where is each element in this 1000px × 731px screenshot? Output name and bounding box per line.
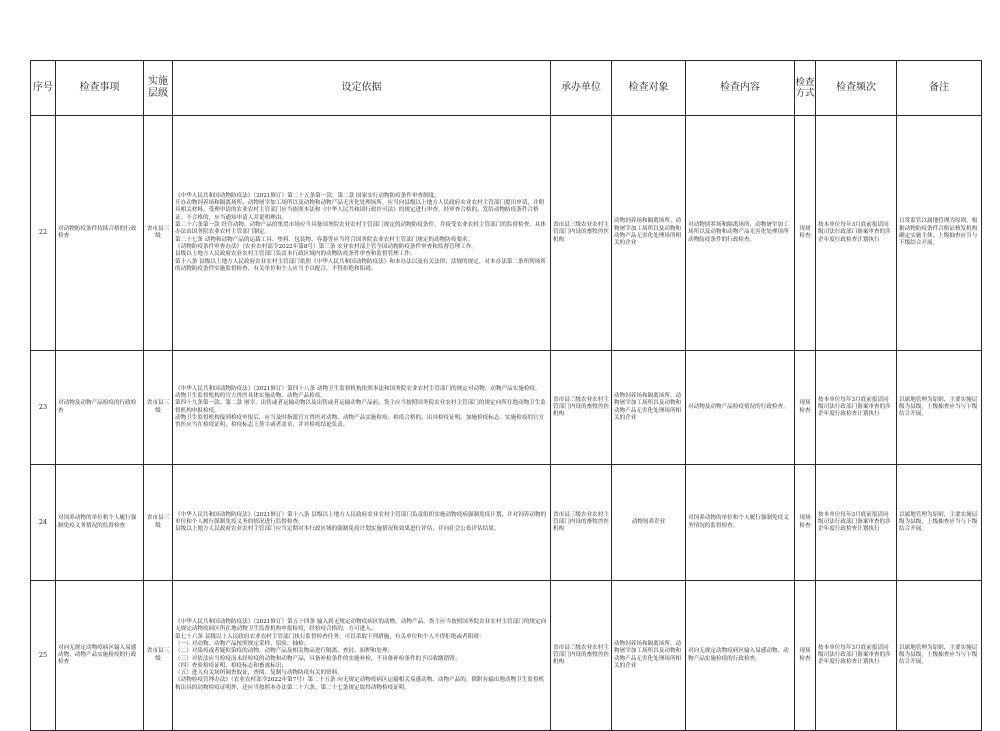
basis-line: （三）对依法应当检疫而未经检疫的动物和动物产品，具备补检条件的实施补检，不具备补检条件的予以收缴销毁； xyxy=(175,655,461,662)
table-row xyxy=(31,581,982,731)
row-seq: 23 xyxy=(31,351,56,465)
row-object: 动物饲养场和隔离场所、动物屠宰加工场所以及动物和动物产品无害化处理场所相关的企业 xyxy=(612,351,686,465)
row-remarks: 以属地管理为原则，主要实施层级为县级，上级抽查应当与下级结合开展。 xyxy=(897,351,982,465)
header-row xyxy=(31,61,982,116)
header-item: 检查事项 xyxy=(56,61,144,116)
header-level: 实施层级 xyxy=(144,61,173,116)
row-basis xyxy=(173,581,551,731)
row-content: 对饲养动物的单位和个人履行强制免疫义务情况的监督检查。 xyxy=(686,465,795,581)
basis-line: 第二十六条第一款 经营动物、动物产品的集贸市场应当具备国务院农业农村主管部门规定的动物防疫条件，并接受农业农村主管部门的监督检查。具体办法由国务院农业农村主管部门制定。 xyxy=(175,222,546,236)
header-object: 检查对象 xyxy=(612,61,686,116)
table-row xyxy=(31,465,982,581)
row-level: 省市县三级 xyxy=(144,465,173,581)
row-item: 对向无规定动物疫病区输入易感动物、动物产品实施检疫的行政检查 xyxy=(56,581,144,731)
header-method: 检查方式 xyxy=(795,61,816,116)
basis-line: （一）对动物、动物产品按照规定采样、留验、抽检； xyxy=(175,640,310,647)
row-remarks: 以属地管理为原则，主要实施层级为县级，上级抽查应当与下级结合开展。 xyxy=(897,581,982,731)
row-unit: 省市县三级农业农村主管部门内设的畜牧兽医机构 xyxy=(551,116,612,351)
basis-line: 《动物检疫管理办法》（农业农村部令2022年第7号）第二十五条 向无规定动物疫病区运输相关易感动物、动物产品的，除附有输出地动物卫生监督机构出具的动物检疫证明外，还应当按照本办法第二十六条、第二十七条规定取得动物检疫证明。 xyxy=(175,677,545,691)
header-content: 检查内容 xyxy=(686,61,795,116)
row-object: 动物饲养场和隔离场所、动物屠宰加工场所以及动物和动物产品无害化处理场所相关的企业 xyxy=(612,116,686,351)
row-method: 现场检查 xyxy=(795,351,816,465)
row-method: 现场检查 xyxy=(795,581,816,731)
basis-line: 动物卫生监督机构接到检疫申报后，应当及时指派官方兽医对动物、动物产品实施检疫；检疫合格的，出具检疫证明、加施检疫标志。实施检疫的官方兽医应当在检疫证明、检疫标志上签字或者盖章，并对检疫结论负责。 xyxy=(175,414,545,429)
header-basis: 设定依据 xyxy=(173,61,551,116)
row-content: 对动物饲养场和隔离场所、动物屠宰加工场所以及动物和动物产品无害化处理场所动物防疫条件的行政检查。 xyxy=(686,116,795,351)
row-unit: 省市县三级农业农村主管部门内设的畜牧兽医机构 xyxy=(551,351,612,465)
row-remarks: 以属地管理为原则，主要实施层级为县级，上级抽查应当与下级结合开展。 xyxy=(897,465,982,581)
row-object: 动物饲养企业 xyxy=(612,465,686,581)
row-item: 对动物及动物产品检疫的行政检查 xyxy=(56,351,144,465)
basis-line: 开办动物饲养场和隔离场所、动物屠宰加工场所以及动物和动物产品无害化处理场所，应当向县级以上地方人民政府农业农村主管部门提出申请，并附具相关材料。受理申请的农业农村主管部门应当依照本法和《中华人民共和国行政许可法》的规定进行审查。经审查合格的，发给动物防疫条件合格证；不合格的，应当通知申请人并说明理由。 xyxy=(175,200,545,221)
row-method: 现场检查 xyxy=(795,465,816,581)
basis-line: （四）查验检疫证明、检疫标志和畜禽标识； xyxy=(175,662,287,669)
row-method: 现场检查 xyxy=(795,116,816,351)
row-frequency: 按本单位每年3月底前报请同级司法行政部门备案审查的涉企年度行政检查计划执行 xyxy=(816,116,897,351)
row-basis xyxy=(173,465,551,581)
basis-line: 《中华人民共和国动物防疫法》（2021修订）第四十八条 动物卫生监督机构依照本法和国务院农业农村主管部门的规定对动物、动物产品实施检疫。 xyxy=(175,385,541,392)
row-seq: 22 xyxy=(31,116,56,351)
row-basis xyxy=(173,116,551,351)
inspection-table xyxy=(30,60,982,731)
row-remarks: 日常监管以属地管理为原则，根据动物防疫条件合格证核发机构确定实施主体，上级抽查应当与下级结合开展。 xyxy=(897,116,982,351)
row-level: 省市县三级 xyxy=(144,351,173,465)
table-row xyxy=(31,116,982,351)
header-remarks: 备注 xyxy=(897,61,982,116)
row-frequency: 按本单位每年3月底前报请同级司法行政部门备案审查的涉企年度行政检查计划执行 xyxy=(816,465,897,581)
basis-line: 动物卫生监督机构的官方兽医具体实施动物、动物产品检疫。 xyxy=(175,392,327,399)
basis-line: 《中华人民共和国动物防疫法》（2021修订）第二十五条第一款、第二款 国家实行动物防疫条件审查制度。 xyxy=(175,192,440,199)
basis-line: 第二十七条 动物和动物产品的运载工具、垫料、包装物、容器等应当符合国务院农业农村主管部门规定的动物防疫要求。 xyxy=(175,236,474,243)
basis-line: 第七十六条 县级以上人民政府农业农村主管部门执行监督检查任务，可以采取下列措施，有关单位和个人不得拒绝或者阻碍： xyxy=(175,633,485,640)
basis-line: 第四十九条第一款、第二款 屠宰、出售或者运输动物以及出售或者运输动物产品前，货主应当按照国务院农业农村主管部门的规定向所在地动物卫生监督机构申报检疫。 xyxy=(175,400,546,414)
row-item: 对动物防疫条件持续合格的行政检查 xyxy=(56,116,144,351)
row-seq: 24 xyxy=(31,465,56,581)
row-frequency: 按本单位每年3月底前报请同级司法行政部门备案审查的涉企年度行政检查计划执行 xyxy=(816,351,897,465)
row-basis xyxy=(173,351,551,465)
row-frequency: 按本单位每年3月底前报请同级司法行政部门备案审查的涉企年度行政检查计划执行 xyxy=(816,581,897,731)
basis-line: （二）对染疫或者疑似染疫的动物、动物产品及相关物品进行隔离、查封、扣押和处理； xyxy=(175,648,394,655)
row-unit: 省市县三级农业农村主管部门内设的畜牧兽医机构 xyxy=(551,465,612,581)
header-frequency: 检查频次 xyxy=(816,61,897,116)
table-row xyxy=(31,351,982,465)
header-seq: 序号 xyxy=(31,61,56,116)
basis-line: 《中华人民共和国动物防疫法》（2021修订）第十八条 县级以上地方人民政府农业农村主管部门负责组织实施动物疫病强制免疫计划，并对饲养动物的单位和个人履行强制免疫义务的情况进行监督检查。 xyxy=(175,511,547,525)
row-content: 对动物及动物产品检疫情况的行政检查。 xyxy=(686,351,795,465)
basis-line: 《中华人民共和国动物防疫法》（2021修订）第五十四条 输入到无规定动物疫病区的动物、动物产品，货主应当按照国务院农业农村主管部门的规定向无规定动物疫病区所在地动物卫生监督机构申报检疫，经检疫合格的，方可进入。 xyxy=(175,619,547,633)
row-item: 对饲养动物的单位和个人履行强制免疫义务情况的监督检查 xyxy=(56,465,144,581)
row-level: 省市县三级 xyxy=(144,581,173,731)
basis-line: （五）进入有关场所调查取证，查阅、复制与动物防疫有关的资料。 xyxy=(175,670,343,677)
header-unit: 承办单位 xyxy=(551,61,612,116)
row-object: 动物饲养场和隔离场所、动物屠宰加工场所以及动物和动物产品无害化处理场所相关的企业 xyxy=(612,581,686,731)
basis-line: 第十八条 县级以上地方人民政府农业农村主管部门依照《中华人民共和国动物防疫法》和本办法以及有关法律、法规的规定，对本办法第二条所列场所的动物防疫条件实施监督检查，有关单位和个人应当予以配合，不得拒绝和阻碍。 xyxy=(175,258,546,272)
row-unit: 省市县三级农业农村主管部门内设的畜牧兽医机构 xyxy=(551,581,612,731)
basis-line: 县级以上地方人民政府农业农村主管部门负责本行政区域内的动物防疫条件审查和监督管理工作。 xyxy=(175,251,416,258)
row-content: 对向无规定动物疫病区输入易感动物、动物产品实施检疫的行政检查。 xyxy=(686,581,795,731)
row-seq: 25 xyxy=(31,581,56,731)
basis-line: 县级以上地方人民政府农业农村主管部门应当定期对本行政区域的强制免疫计划实施情况和效果进行评估，并向社会公布评估结果。 xyxy=(175,526,500,533)
basis-line: 《动物防疫条件审查办法》（农业农村部令2022年第8号）第三条 农业农村部主管全国动物防疫条件审查和监督管理工作。 xyxy=(175,243,478,250)
row-level: 省市县三级 xyxy=(144,116,173,351)
